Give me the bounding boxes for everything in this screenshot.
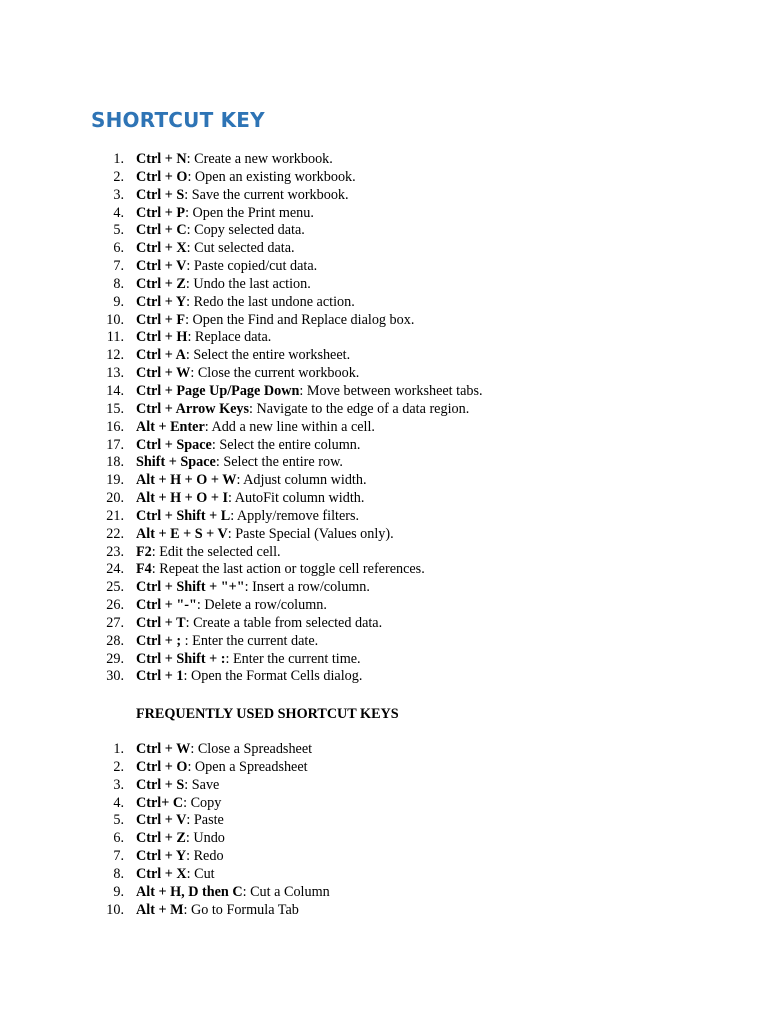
shortcut-key: Ctrl + V [136, 258, 187, 275]
list-item-text [136, 795, 221, 813]
list-item-number: 20 . [0, 490, 124, 508]
list-item-text [136, 508, 359, 526]
shortcut-description: : Select the entire row. [215, 454, 343, 471]
shortcut-key: Ctrl + Z [136, 830, 186, 847]
list-item-number: 30 . [0, 668, 124, 686]
page-title: SHORTCUT KEY [91, 108, 265, 132]
shortcut-description: : Open a Spreadsheet [187, 758, 308, 775]
shortcut-key: Ctrl + A [136, 347, 186, 364]
list-item-text [136, 419, 375, 437]
list-item-number: 6 . [0, 240, 124, 258]
list-item-text [136, 347, 350, 365]
list-item-text [136, 526, 394, 544]
list-item-number: 4 . [0, 205, 124, 223]
list-item-text [136, 294, 355, 312]
shortcut-description: : Redo [186, 848, 224, 865]
shortcut-description: : Copy [183, 794, 222, 811]
shortcut-description: : Replace data. [187, 329, 272, 346]
shortcut-key: Ctrl + 1 [136, 668, 184, 685]
shortcut-key: Ctrl + Shift + "+" [136, 579, 245, 596]
list-item-text [136, 151, 333, 169]
shortcut-description: : Apply/remove filters. [230, 507, 360, 524]
list-item-number: 9 . [0, 294, 124, 312]
shortcut-key: Alt + H + O + I [136, 490, 229, 507]
shortcut-key: Ctrl + O [136, 758, 188, 775]
shortcut-key: Ctrl + T [136, 614, 186, 631]
list-item-text [136, 205, 314, 223]
list-item-number: 28 . [0, 633, 124, 651]
shortcut-description: : Enter the current time. [225, 650, 361, 667]
shortcut-description: : Close the current workbook. [190, 365, 360, 382]
list-item-number: 12 . [0, 347, 124, 365]
shortcut-key: Ctrl + S [136, 776, 185, 793]
shortcut-description: : Open the Format Cells dialog. [183, 668, 363, 685]
shortcut-key: Ctrl+ C [136, 794, 184, 811]
shortcut-description: : Edit the selected cell. [151, 543, 281, 560]
list-item-number: 9 . [0, 884, 124, 902]
shortcut-description: : Save [184, 776, 220, 793]
list-item-text [136, 902, 299, 920]
shortcut-key: Ctrl + O [136, 168, 188, 185]
list-item-number: 11 . [0, 329, 124, 347]
list-item-number: 6 . [0, 830, 124, 848]
shortcut-key: Alt + E + S + V [136, 525, 228, 542]
list-item-number: 8 . [0, 866, 124, 884]
shortcut-key: Ctrl + ; [136, 632, 182, 649]
list-item-text [136, 651, 361, 669]
shortcut-key: F2 [136, 543, 152, 560]
list-item-number: 24 . [0, 561, 124, 579]
list-item-text [136, 472, 367, 490]
shortcut-key: Ctrl + Z [136, 275, 186, 292]
list-item-number: 5 . [0, 222, 124, 240]
list-item-number: 7 . [0, 848, 124, 866]
shortcut-key: Ctrl + Y [136, 848, 187, 865]
list-item-number: 1 . [0, 741, 124, 759]
shortcut-description: : Cut a Column [242, 883, 330, 900]
shortcut-description: : Paste [186, 812, 224, 829]
list-item-text [136, 848, 224, 866]
list-item-text [136, 401, 469, 419]
shortcut-description: : Select the entire column. [211, 436, 361, 453]
shortcut-description: : Open the Print menu. [185, 204, 314, 221]
list-item-number: 5 . [0, 812, 124, 830]
list-item-number: 3 . [0, 777, 124, 795]
shortcut-key: Ctrl + Shift + L [136, 507, 231, 524]
shortcut-description: : Save the current workbook. [184, 186, 349, 203]
shortcut-description: : Open the Find and Replace dialog box. [185, 311, 415, 328]
list-item-text [136, 437, 360, 455]
list-item-text [136, 759, 308, 777]
list-item-text [136, 365, 359, 383]
list-item-text [136, 615, 382, 633]
list-item-text [136, 240, 295, 258]
shortcut-description: : Create a table from selected data. [185, 614, 383, 631]
list-item-number: 29 . [0, 651, 124, 669]
shortcut-description: : Enter the current date. [181, 632, 319, 649]
list-item-text [136, 668, 362, 686]
shortcut-description: : Undo [185, 830, 225, 847]
shortcut-key: Ctrl + N [136, 151, 187, 167]
shortcut-description: : Move between worksheet tabs. [299, 382, 483, 399]
list-item-text [136, 329, 271, 347]
list-item-number: 2 . [0, 759, 124, 777]
shortcut-key: Ctrl + W [136, 365, 191, 382]
list-item-text [136, 866, 215, 884]
list-item-number: 4 . [0, 795, 124, 813]
section-heading: FREQUENTLY USED SHORTCUT KEYS [136, 706, 399, 722]
list-item-text [136, 597, 327, 615]
shortcut-key: Alt + M [136, 901, 184, 918]
shortcut-key: Alt + H, D then C [136, 883, 243, 900]
list-item-text [136, 884, 330, 902]
list-item-text [136, 312, 414, 330]
list-item-text [136, 579, 370, 597]
list-item-number: 10 . [0, 312, 124, 330]
shortcut-key: Ctrl + C [136, 222, 187, 239]
list-item-text [136, 544, 281, 562]
list-item-text [136, 830, 225, 848]
list-item-number: 7 . [0, 258, 124, 276]
shortcut-description: : Cut selected data. [186, 240, 295, 257]
shortcut-key: Ctrl + X [136, 240, 187, 257]
list-item-number: 14 . [0, 383, 124, 401]
shortcut-key: Ctrl + Y [136, 293, 187, 310]
shortcut-key: Shift + Space [136, 454, 216, 471]
list-item-number: 17 . [0, 437, 124, 455]
shortcut-key: Ctrl + Space [136, 436, 212, 453]
shortcut-description: : Open an existing workbook. [187, 168, 356, 185]
list-item-number: 19 . [0, 472, 124, 490]
list-item-number: 21 . [0, 508, 124, 526]
shortcut-key: Ctrl + "-" [136, 597, 197, 614]
list-item-text [136, 741, 312, 759]
shortcut-key: Alt + Enter [136, 418, 205, 435]
shortcut-description: : Delete a row/column. [196, 597, 327, 614]
list-item-number: 23 . [0, 544, 124, 562]
shortcut-description: : Undo the last action. [185, 275, 311, 292]
shortcut-description: : Create a new workbook. [186, 151, 333, 167]
shortcut-description: : Repeat the last action or toggle cell references. [151, 561, 425, 578]
list-item-number: 15 . [0, 401, 124, 419]
list-item-number: 25 . [0, 579, 124, 597]
shortcut-key: Ctrl + Arrow Keys [136, 400, 250, 417]
shortcut-description: : AutoFit column width. [228, 490, 365, 507]
shortcut-key: Ctrl + S [136, 186, 185, 203]
list-item-number: 18 . [0, 454, 124, 472]
shortcut-description: : Close a Spreadsheet [190, 741, 313, 757]
shortcut-description: : Copy selected data. [186, 222, 305, 239]
list-item-text [136, 561, 425, 579]
shortcut-description: : Insert a row/column. [244, 579, 370, 596]
shortcut-description: : Cut [186, 865, 215, 882]
list-item-number: 10 . [0, 902, 124, 920]
list-item-number: 2 . [0, 169, 124, 187]
shortcut-key: Ctrl + V [136, 812, 187, 829]
shortcut-description: : Adjust column width. [236, 472, 367, 489]
list-item-number: 16 . [0, 419, 124, 437]
list-item-text [136, 169, 356, 187]
shortcut-description: : Navigate to the edge of a data region. [249, 400, 470, 417]
list-item-text [136, 454, 343, 472]
shortcut-key: Ctrl + F [136, 311, 186, 328]
shortcut-key: Ctrl + Shift + : [136, 650, 226, 667]
list-item-number: 26 . [0, 597, 124, 615]
list-item-number: 3 . [0, 187, 124, 205]
list-item-number: 27 . [0, 615, 124, 633]
shortcut-key: Ctrl + Page Up/Page Down [136, 382, 300, 399]
list-item-text [136, 812, 224, 830]
shortcut-description: : Add a new line within a cell. [204, 418, 375, 435]
list-item-text [136, 222, 305, 240]
list-item-number: 13 . [0, 365, 124, 383]
list-item-text [136, 777, 219, 795]
list-item-number: 8 . [0, 276, 124, 294]
shortcut-description: : Redo the last undone action. [186, 293, 355, 310]
shortcut-description: : Go to Formula Tab [183, 901, 299, 918]
list-item-text [136, 633, 318, 651]
list-item-text [136, 187, 349, 205]
list-item-text [136, 258, 317, 276]
shortcut-key: Ctrl + W [136, 741, 191, 757]
list-item-text [136, 276, 311, 294]
list-item-text [136, 490, 364, 508]
shortcut-key: Alt + H + O + W [136, 472, 237, 489]
shortcut-key: Ctrl + H [136, 329, 188, 346]
shortcut-description: : Paste Special (Values only). [227, 525, 394, 542]
shortcut-key: F4 [136, 561, 152, 578]
list-item-number: 22 . [0, 526, 124, 544]
shortcut-key: Ctrl + X [136, 865, 187, 882]
shortcut-description: : Paste copied/cut data. [186, 258, 318, 275]
shortcut-key: Ctrl + P [136, 204, 186, 221]
shortcut-description: : Select the entire worksheet. [185, 347, 351, 364]
list-item-text [136, 383, 483, 401]
list-item-number: 1 . [0, 151, 124, 169]
